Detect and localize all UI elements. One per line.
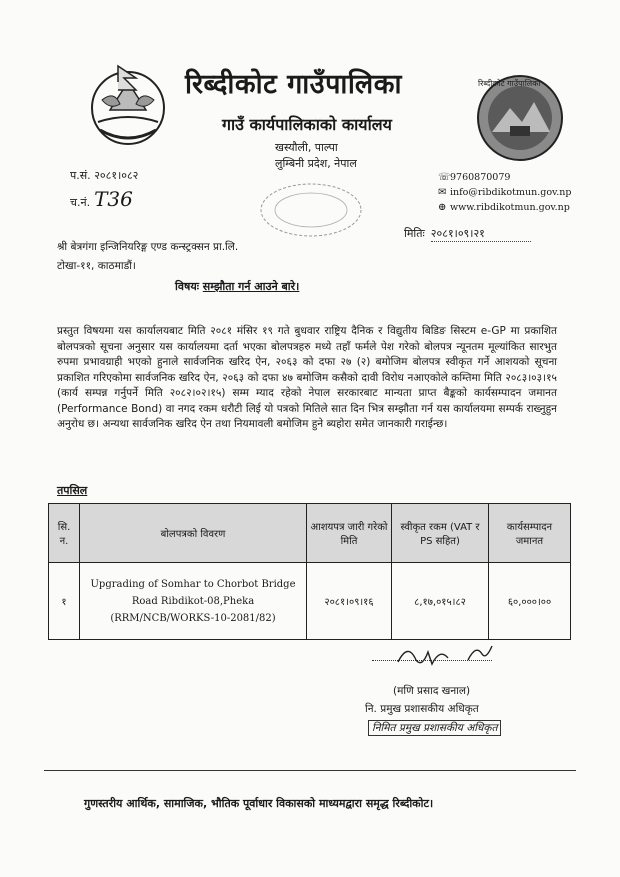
office-subtitle: गाउँ कार्यपालिकाको कार्यालय: [222, 115, 392, 134]
table-row: [49, 563, 571, 640]
footer-divider: [44, 770, 576, 771]
contact-website[interactable]: ⊕ www.ribdikotmun.gov.np: [438, 202, 570, 213]
subject-line: विषयः सम्झौता गर्न आउने बारे।: [175, 280, 300, 293]
cell-description: Upgrading of Somhar to Chorbot Bridge Road Ribdikot-08,Pheka (RRM/NCB/WORKS-10-2081/82): [80, 563, 307, 640]
dispatch-number: च.नं. T36: [70, 187, 133, 211]
col-amount: स्वीकृत रकम (VAT र PS सहित): [392, 504, 489, 563]
email-icon: ✉: [438, 187, 447, 198]
signatory-designation: नि. प्रमुख प्रशासकीय अधिकृत: [365, 703, 479, 715]
address-line-1: खस्यौली, पाल्पा: [275, 141, 338, 154]
col-description: बोलपत्रको विवरण: [80, 504, 307, 563]
municipality-title: रिब्दीकोट गाउँपालिका: [185, 69, 402, 100]
office-stamp-icon: [256, 180, 366, 240]
contact-email[interactable]: ✉ info@ribdikotmun.gov.np: [438, 187, 572, 198]
signature-line: [372, 660, 492, 661]
col-serial: सि. न.: [49, 504, 80, 563]
recipient-address: टोखा-११, काठमाडौं।: [57, 260, 136, 272]
col-intent-date: आशयपत्र जारी गरेको मिति: [307, 504, 392, 563]
recipient-name: श्री बेत्रगंगा इन्जिनियरिङ्ग एण्ड कन्स्ट्रक्सन प्रा.लि.: [57, 241, 239, 253]
reference-number: प.सं. २०८१।०८२: [70, 169, 139, 182]
details-heading: तपसिल: [57, 484, 88, 497]
nepal-emblem-icon: [80, 60, 176, 150]
logo-arc-text: रिब्दीकोट गाउँपालिका: [478, 79, 541, 88]
col-guarantee: कार्यसम्पादन जमानत: [489, 504, 571, 563]
footer-slogan: गुणस्तरीय आर्थिक, सामाजिक, भौतिक पूर्वाधार विकासको माध्यमद्वारा समृद्ध रिब्दीकोट।: [84, 797, 434, 810]
letter-date: मितिः २०८१।०९।२१: [404, 226, 531, 242]
designation-stamp: निमित प्रमुख प्रशासकीय अधिकृत: [368, 720, 501, 736]
bid-details-table: [48, 503, 571, 640]
globe-icon: ⊕: [438, 202, 447, 213]
cell-guarantee: ६०,०००।००: [489, 563, 571, 640]
cell-intent-date: २०८१।०९।१६: [307, 563, 392, 640]
phone-icon: ☏: [438, 172, 451, 183]
signature-icon: [388, 640, 498, 670]
cell-amount: ८,१७,०१५।८२: [392, 563, 489, 640]
contact-phone: ☏9760870079: [438, 172, 511, 183]
address-line-2: लुम्बिनी प्रदेश, नेपाल: [275, 157, 357, 170]
letter-body: प्रस्तुत विषयमा यस कार्यालयबाट मिति २०८१ मंसिर १९ गते बुधवार राष्ट्रिय दैनिक र विद्युतीय बिडिङ सिस्टम e-GP मा प्रकाशित बोलपत्रको सूचना अनुसार यस कार्यालयमा दर्ता भएका बोलपत्रहरु मध्ये तहाँ फर्मले पेश गरेको बोलपत्र न्यूनतम मूल्यांकित सारभुत रुपमा प्रभावग्राही भएको हुनाले सार्वजनिक खरिद ऐन, २०६३ को दफा २७ (२) बमोजिम बोलपत्र स्वीकृत गर्ने आशयको सूचना प्रकाशित गरिएकोमा सार्वजनिक खरिद ऐन, २०६३ को दफा ४७ बमोजिम कसैको दावी विरोध नआएकोले कम्तिमा मिति २०८३।०३।१५ (कार्य सम्पन्न गर्नुपर्ने मिति २०८२।०२।१५) सम्म म्याद रहेको नेपाल सरकारबाट मान्यता प्राप्त बैङ्कको कार्यसम्पादन जमानत (Performance Bond) वा नगद रकम धरौटी लिई यो पत्रको मितिले सात दिन भित्र सम्झौता गर्न यस कार्यालयमा सम्पर्क राख्नुहुन अनुरोध छ। अन्यथा सार्वजनिक खरिद ऐन तथा नियमावली बमोजिम हुने ब्यहोरा समेत जानकारी गराईन्छ।: [57, 325, 557, 430]
cell-serial: १: [49, 563, 80, 640]
signatory-name: (मणि प्रसाद खनाल): [393, 685, 471, 697]
